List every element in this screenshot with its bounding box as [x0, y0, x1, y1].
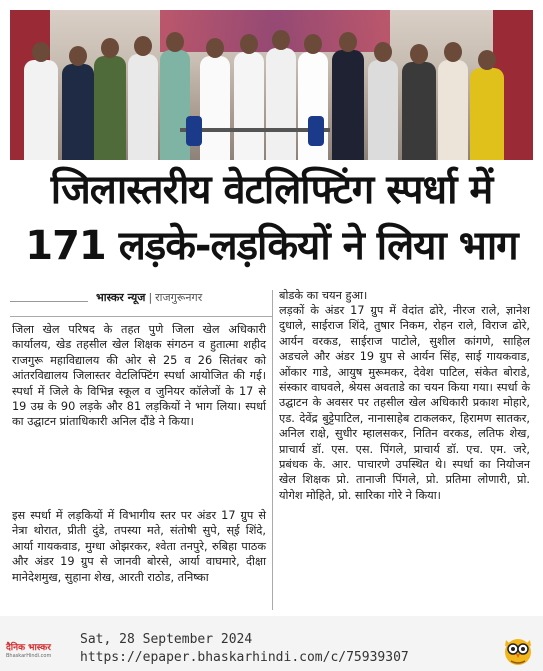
- headline: जिलास्तरीय वेटलिफ्टिंग स्पर्धा में: [50, 167, 493, 213]
- weight-plate: [308, 116, 324, 146]
- article-paragraph-3: बोडके का चयन हुआ।: [279, 289, 368, 302]
- source-link[interactable]: https://epaper.bhaskarhindi.com/c/75939307: [80, 650, 409, 665]
- headline-line-2: 171 लड़के-लड़कियों ने लिया भाग: [25, 223, 518, 269]
- event-photo: [10, 10, 533, 160]
- divider: [10, 301, 88, 302]
- article-paragraph-2: इस स्पर्धा में लड़कियों में विभागीय स्तर पर अंडर 17 ग्रुप से नेत्रा थोरात, प्रीती दुंडे, तपस्या मते, संतोषी सुपे, स्ई शिंदे, आर्या गायकवाड, मुग्धा ओझरकर, श्वेता तनपुरे, रुबिहा पाठक और अंडर 19 ग्रुप से जानवी बोरसे, आर्या वाघमारे, दीक्षा मानेदेशमुख, सुहाना शेख, आरती राठोड, तनिष्का: [12, 509, 266, 584]
- byline: भास्कर न्यूज | राजगुरूनगर: [96, 291, 203, 304]
- logo-text: दैनिक भास्कर: [6, 643, 51, 653]
- weight-plate: [186, 116, 202, 146]
- logo-subtext: BhaskarHindi.com: [6, 653, 52, 659]
- article-paragraph-4: लड़कों के अंडर 17 ग्रुप में वेदांत ढोरे, नीरज राले, ज्ञानेश दुधाले, साईराज शिंदे, तुषार निकम, रोहन राले, विराज ढोरे, आर्यन वरकड, साईराज पाटोले, सुशील कांगणे, साहिल अडचले और अंडर 19 ग्रुप से आर्यन सिंह, साई गायकवाड, ओंकार गाडे, आयुष मुरूमकर, देवेश पाटिल, संकेत बोराडे, संस्कार वाघवले, श्रेयस अवताडे का चयन किया गया। स्पर्धा के उद्घाटन के अवसर पर तहसील खेल अधिकारी प्रकाश मोहारे, एड. देवेंद्र बुट्टेपाटिल, नानासाहेब टाकलकर, हिरामण सातकर, अनिल राक्षे, सुधीर म्हालसकर, नितिन वरकड, लतिफ शेख, प्राचार्य डॉ. एस. एस. पिंगले, प्राचार्य डॉ. एच. एम. जरे, प्रबंधक के. आर. पाचारणे उपस्थित थे। स्पर्धा का नियोजन खेल शिक्षक प्रो. तानाजी पिंगले, प्रो. प्रतिमा लोणारी, प्रो. योगेश मोहिते, प्रो. सारिका गोरे ने किया।: [279, 304, 530, 502]
- bhaskar-logo[interactable]: [6, 643, 68, 663]
- publish-date: Sat, 28 September 2024: [80, 632, 253, 647]
- column-divider: [272, 290, 273, 610]
- owl-icon: [503, 634, 533, 666]
- byline-source: भास्कर न्यूज: [96, 291, 146, 304]
- byline-location: राजगुरूनगर: [155, 291, 203, 304]
- article-paragraph-1: जिला खेल परिषद के तहत पुणे जिला खेल अधिकारी कार्यालय, खेड तहसील खेल शिक्षक संगठन व हुतात्मा शहीद राजगुरू महाविद्यालय की ओर से 25 व 26 सितंबर को आंतरविद्यालय जिलास्तर वेटलिफ्टिंग स्पर्धा आयोजित की गई। स्पर्धा में जिले के विभिन्न स्कूल व जुनियर कॉलेजों के 17 से 19 उम्र के 90 लड़के और 81 लड़कियों ने भाग लिया। स्पर्धा का उद्घाटन प्रांताधिकारी अनिल दौंडे ने किया।: [12, 323, 266, 429]
- divider: [10, 316, 272, 317]
